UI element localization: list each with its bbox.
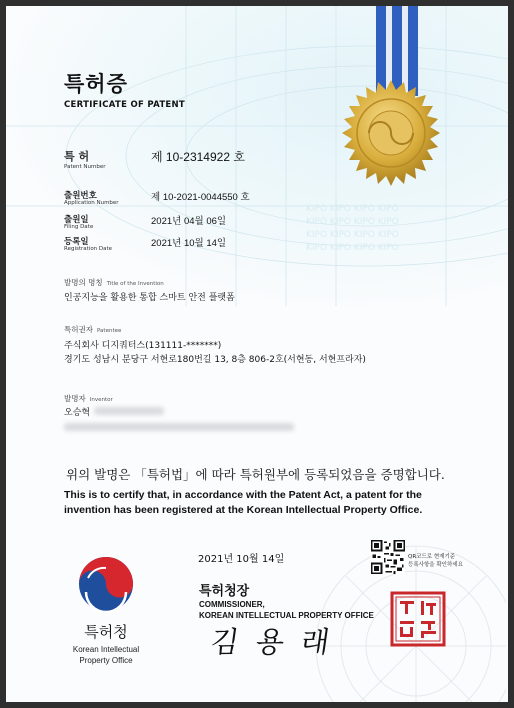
issue-date: 2021년 10월 14일 [198, 554, 285, 565]
invention-label-en: Title of the Invention [106, 281, 164, 287]
registration-date-label: 등록일 [64, 237, 89, 247]
redacted-text [94, 407, 164, 415]
patentee-name: 주식회사 디지쿼터스(131111-*******) [64, 341, 222, 351]
invention-label [64, 277, 164, 288]
registration-date-label-en: Registration Date [64, 246, 113, 252]
certificate-title: 특허증 [64, 72, 128, 96]
agency-name-en-line2: Property Office [79, 656, 133, 665]
commissioner-signature: 김 용 래 [208, 625, 336, 659]
commissioner-title-en-line1: COMMISSIONER, [199, 600, 265, 609]
application-number-label-en: Application Number [64, 200, 119, 206]
invention-label-ko: 발명의 명칭 [64, 278, 103, 287]
gold-seal-icon [336, 78, 446, 188]
certification-statement-en: This is to certify that, in accordance with the Patent Act, a patent for the invention has been registered at the Korean Intellectual Property Office. [64, 489, 423, 516]
qr-caption [408, 553, 463, 569]
agency-name-en-line1: Korean Intellectual [72, 645, 140, 654]
patent-number-label-en: Patent Number [64, 164, 106, 170]
commissioner-title-en [199, 599, 374, 621]
agency-name-ko: 특허청 [84, 623, 128, 641]
commissioner-title-en-line2: KOREAN INTELLECTUAL PROPERTY OFFICE [199, 611, 374, 620]
invention-title-value: 인공지능을 활용한 통합 스마트 안전 플랫폼 [64, 293, 235, 303]
patentee-label-ko: 특허권자 [64, 325, 93, 334]
qr-caption-line1: QR코드로 현재기준 [408, 554, 456, 560]
inventor-label-en: Inventor [89, 397, 113, 403]
svg-text:KIPO KIPO KIPO KIPO: KIPO KIPO KIPO KIPO [306, 204, 399, 214]
application-number-label: 출원번호 [64, 191, 97, 201]
svg-text:KIPO KIPO KIPO KIPO: KIPO KIPO KIPO KIPO [306, 217, 399, 227]
commissioner-title: 특허청장 [199, 584, 250, 599]
filing-date-label: 출원일 [64, 215, 89, 225]
certification-statement-ko: 위의 발명은 「특허법」에 따라 특허원부에 등록되었음을 증명합니다. [66, 467, 445, 482]
kipo-logo-icon [76, 554, 136, 614]
patentee-label [64, 324, 121, 335]
filing-date-value: 2021년 04월 06일 [151, 216, 227, 227]
inventor-label [64, 393, 113, 404]
filing-date-label-en: Filing Date [64, 224, 94, 230]
agency-name-en [58, 644, 154, 666]
svg-text:KIPO KIPO KIPO KIPO: KIPO KIPO KIPO KIPO [306, 230, 399, 240]
inventor-label-ko: 발명자 [64, 394, 86, 403]
registration-date-value: 2021년 10월 14일 [151, 238, 227, 249]
certificate-page [6, 6, 508, 702]
patentee-address: 경기도 성남시 분당구 서현로180번길 13, 8층 806-2호(서현동, 서현프라자) [64, 355, 366, 365]
official-stamp-icon [390, 591, 446, 647]
redacted-text [64, 423, 294, 431]
qr-caption-line2: 등록사항을 확인하세요 [408, 562, 463, 568]
patent-number-label: 특 허 [64, 150, 90, 163]
svg-text:KIPO KIPO KIPO KIPO: KIPO KIPO KIPO KIPO [306, 243, 399, 253]
patent-number-value: 제 10-2314922 호 [151, 150, 245, 164]
certificate-subtitle: CERTIFICATE OF PATENT [64, 100, 186, 110]
application-number-value: 제 10-2021-0044550 호 [151, 192, 250, 203]
inventor-name: 오승혁 [64, 408, 91, 418]
qr-code-icon[interactable] [371, 540, 405, 574]
patentee-label-en: Patentee [96, 328, 122, 334]
